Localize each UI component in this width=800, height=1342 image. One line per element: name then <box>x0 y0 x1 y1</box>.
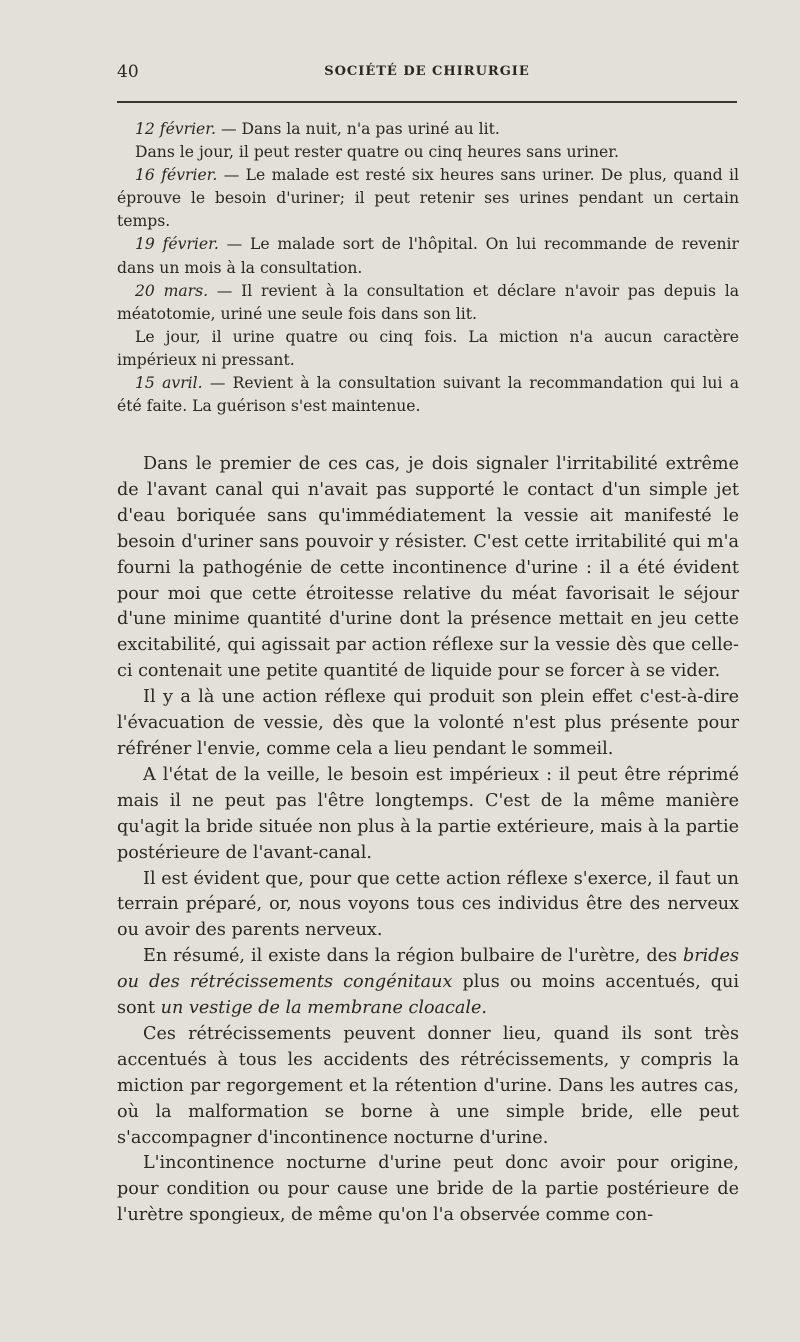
note-entry <box>117 233 739 279</box>
note-entry <box>117 164 739 233</box>
running-title: SOCIÉTÉ DE CHIRURGIE <box>324 64 530 79</box>
italic-phrase: un vestige de la membrane cloacale. <box>160 998 488 1019</box>
note-entry <box>117 280 739 326</box>
paragraph: Dans le premier de ces cas, je dois signaler l'irritabilité extrême de l'avant canal qui n'avait pas supporté le contact d'un simple jet d'eau boriquée sans qu'immédiatement la vessie ait manifesté le besoin d'uriner sans pouvoir y résister. C'est cette irritabilité qui m'a fourni la pathogénie de cette incontinence d'urine : il a été évident pour moi que cette étroitesse relative du méat favorisait le séjour d'une minime quantité d'urine dont la présence mettait en jeu cette excitabilité, qui agissait par action réflexe sur la vessie dès que celle-ci contenait une petite quantité de liquide pour se forcer à se vider. <box>117 454 739 682</box>
paragraph: Ces rétrécissements peuvent donner lieu, quand ils sont très accentués à tous les accidents des rétrécissements, y compris la miction par regorgement et la rétention d'urine. Dans les autres cas, où la malformation se borne à une simple bride, elle peut s'accompagner d'incontinence nocturne d'urine. <box>117 1023 739 1148</box>
note-date: 12 février. <box>135 120 216 138</box>
page-header <box>117 62 737 86</box>
header-rule <box>117 101 737 103</box>
paragraph: Il y a là une action réflexe qui produit son plein effet c'est-à-dire l'évacuation de vessie, dès que la volonté n'est plus présente pour réfréner l'envie, comme cela a lieu pendant le sommeil. <box>117 687 739 759</box>
note-text: — Le malade sort de l'hôpital. On lui recommande de revenir dans un mois à la consultation. <box>117 235 739 277</box>
note-entry <box>117 326 739 372</box>
note-text: — Il revient à la consultation et déclare n'avoir pas depuis la méatotomie, uriné une seule fois dans son lit. <box>117 281 740 323</box>
note-date: 16 février. <box>135 166 218 185</box>
note-text: Le jour, il urine quatre ou cinq fois. La miction n'a aucun caractère impérieux ni pressant. <box>117 327 739 369</box>
paragraph-text: En résumé, il existe dans la région bulbaire de l'urètre, des <box>143 946 683 967</box>
case-notes <box>117 118 739 418</box>
note-entry <box>117 118 739 141</box>
main-text <box>117 452 739 1229</box>
note-date: 19 février. <box>135 235 219 254</box>
paragraph-text: plus ou moins accentués, qui sont <box>117 972 739 1019</box>
paragraph: L'incontinence nocturne d'urine peut donc avoir pour origine, pour condition ou pour cause une bride de la partie postérieure de l'urètre spongieux, de même qu'on l'a observée comme con- <box>117 1153 739 1226</box>
note-date: 20 mars. <box>135 281 209 300</box>
paragraph: A l'état de la veille, le besoin est impérieux : il peut être réprimé mais il ne peut pas l'être longtemps. C'est de la même manière qu'agit la bride située non plus à la partie extérieure, mais à la partie postérieure de l'avant-canal. <box>117 764 739 863</box>
note-text: Dans le jour, il peut rester quatre ou cinq heures sans uriner. <box>135 143 619 162</box>
note-date: 15 avril. <box>135 374 203 393</box>
note-entry <box>117 141 739 164</box>
page-number: 40 <box>117 62 139 82</box>
note-text: — Revient à la consultation suivant la recommandation qui lui a été faite. La guérison s'est maintenue. <box>117 374 739 416</box>
note-text: — Dans la nuit, n'a pas uriné au lit. <box>215 120 500 138</box>
italic-phrase: brides ou des rétrécissements congénitaux <box>117 946 739 993</box>
paragraph <box>117 944 739 1022</box>
paragraph: Il est évident que, pour que cette action réflexe s'exerce, il faut un terrain préparé, or, nous voyons tous ces individus être des nerveux ou avoir des parents nerveux. <box>117 868 739 941</box>
note-text: — Le malade est resté six heures sans uriner. De plus, quand il éprouve le besoin d'uriner; il peut retenir ses urines pendant un certain temps. <box>117 166 739 231</box>
note-entry <box>117 372 739 418</box>
